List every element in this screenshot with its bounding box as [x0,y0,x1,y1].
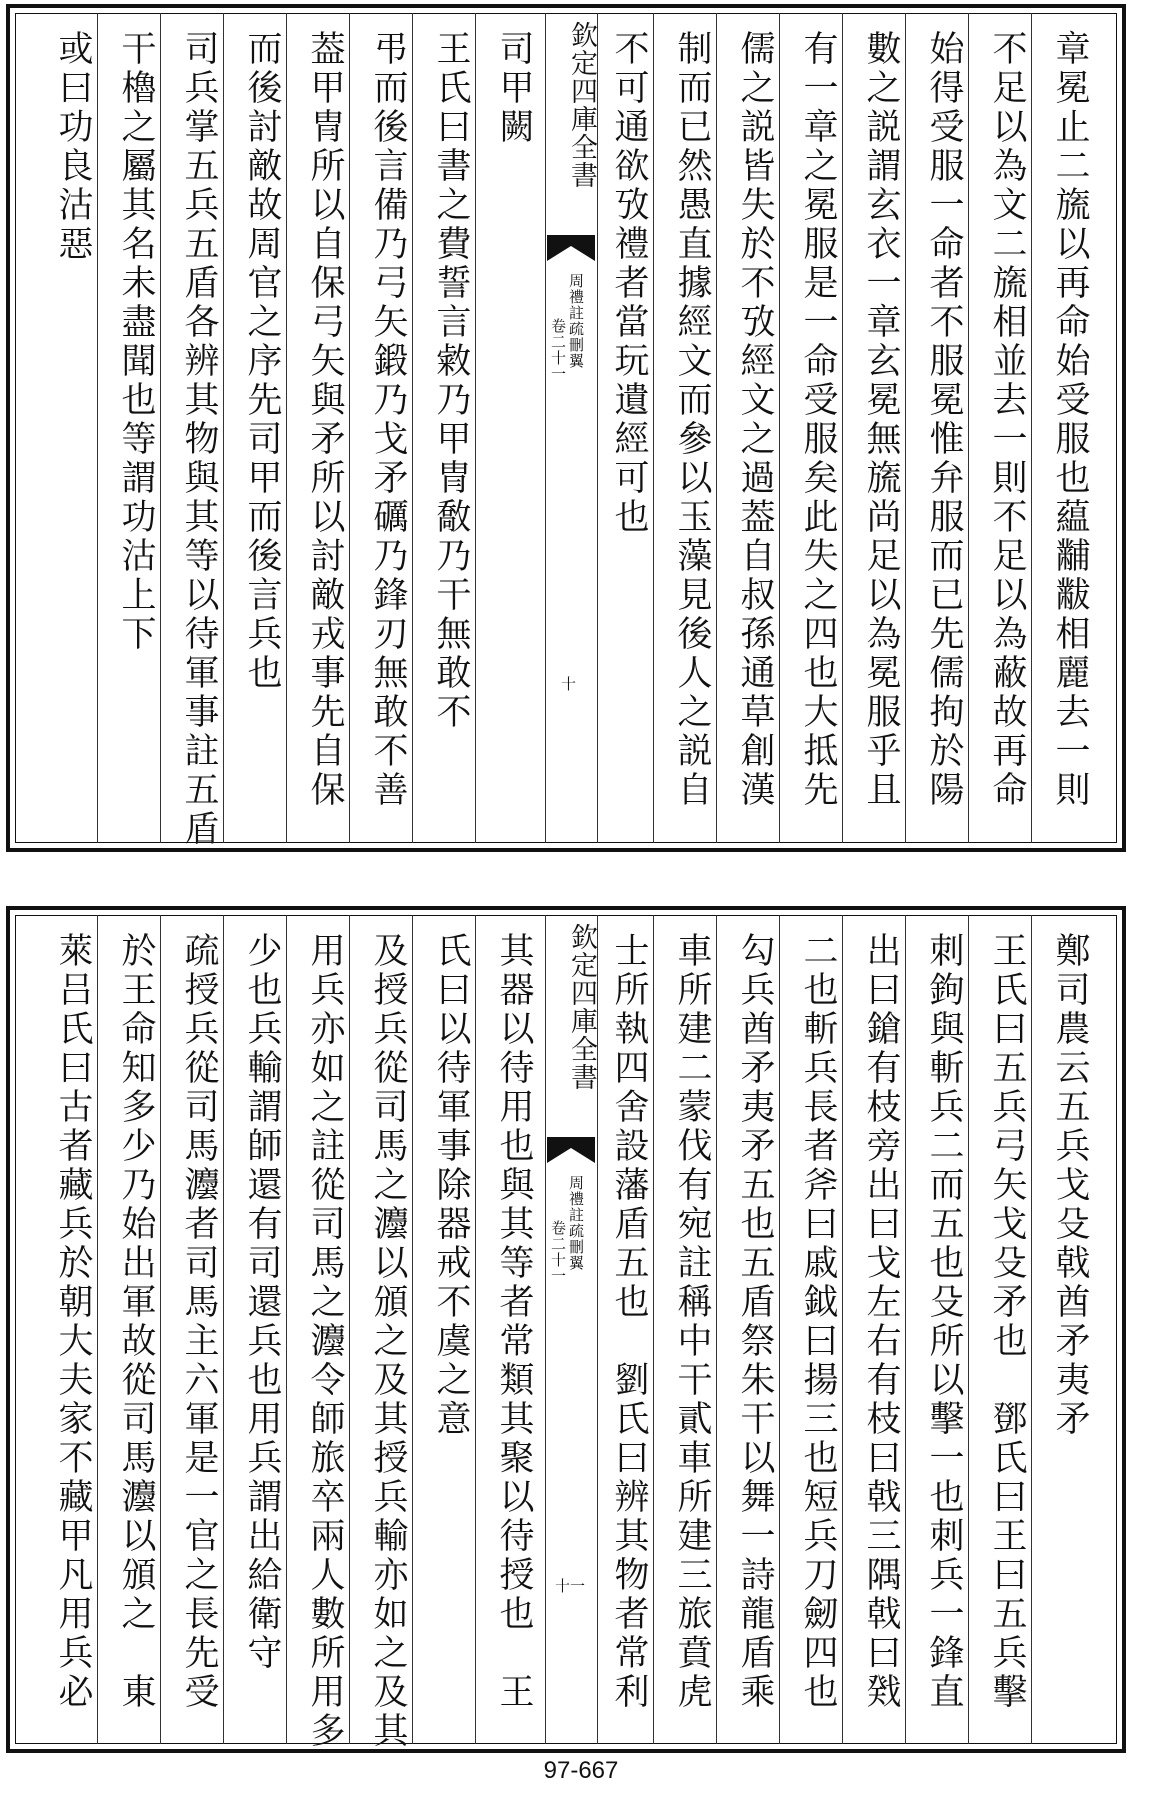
column-rule [286,13,287,843]
text-column: 王氏曰五兵弓矢戈殳矛也 鄧氏曰王曰五兵擊 [987,932,1027,1712]
book-title: 欽定四庫全書 [566,923,597,1091]
text-column: 少也兵輸謂師還有司還兵也用兵謂出給衛守 [242,932,282,1673]
text-column: 制而已然愚直據經文而參以玉藻見後人之説自 [672,30,712,810]
center-rule-left [597,13,598,843]
chapter-title: 周禮註疏刪翼 [567,273,585,369]
fishtail-mark-icon [547,235,595,261]
column-rule [842,915,843,1744]
column-rule [160,13,161,843]
text-column: 勾兵酋矛夷矛五也五盾祭朱干以舞一詩龍盾乘 [735,932,775,1712]
column-rule [223,915,224,1744]
column-rule [653,915,654,1744]
text-column: 於王命知多少乃始出軍故從司馬灋以頒之 東 [116,932,156,1712]
column-rule [349,915,350,1744]
top-page [6,4,1126,852]
text-column: 士所執四舍設藩盾五也 劉氏曰辨其物者常利 [609,932,649,1712]
text-column: 鄭司農云五兵戈殳戟酋矛夷矛 [1050,932,1090,1439]
column-rule [97,13,98,843]
folio-number: 十一 [555,1577,586,1595]
text-column: 不可通欲攷禮者當玩遺經可也 [609,30,649,537]
volume-label: 卷二十一 [549,318,567,382]
text-column: 弔而後言備乃弓矢鍛乃戈矛礪乃鋒刃無敢不善 [368,30,408,810]
column-rule [475,13,476,843]
text-column: 王氏曰書之費誓言敹乃甲冑敿乃干無敢不 [431,30,471,732]
page-number: 97-667 [543,1757,619,1784]
text-column: 及授兵從司馬之灋以頒之及其授兵輸亦如之及其 [368,932,408,1751]
text-column: 用兵亦如之註從司馬之灋令師旅卒兩人數所用多 [305,932,345,1751]
text-column: 司兵掌五兵五盾各辨其物與其等以待軍事註五盾 [179,30,219,849]
column-rule [779,915,780,1744]
column-rule [905,13,906,843]
center-rule-left [597,915,598,1744]
column-rule [1031,13,1032,843]
center-fold [545,915,597,1744]
volume-label: 卷二十一 [549,1220,567,1284]
column-rule [475,915,476,1744]
column-rule [160,915,161,1744]
center-fold [545,13,597,843]
fishtail-mark-icon [547,1137,595,1163]
text-column: 司甲闕 [494,30,534,147]
text-column: 疏授兵從司馬灋者司馬主六軍是一官之長先受 [179,932,219,1712]
column-rule [1031,915,1032,1744]
text-column: 不足以為文二旒相並去一則不足以為蔽故再命 [987,30,1027,810]
text-column: 二也斬兵長者斧曰戚鉞曰揚三也短兵刀劒四也 [798,932,838,1712]
column-rule [779,13,780,843]
text-column: 章冕止二旒以再命始受服也藴黼黻相麗去一則 [1050,30,1090,810]
column-rule [286,915,287,1744]
column-rule [842,13,843,843]
text-column: 車所建二蒙伐有宛註稱中干貳車所建三旅賁虎 [672,932,712,1712]
column-rule [905,915,906,1744]
text-column: 干櫓之屬其名未盡聞也等謂功沽上下 [116,30,156,654]
center-rule-right [545,915,546,1744]
text-column: 刺鉤與斬兵二而五也殳所以擊一也刺兵一鋒直 [924,932,964,1712]
column-rule [968,915,969,1744]
column-rule [412,915,413,1744]
column-rule [223,13,224,843]
text-column: 始得受服一命者不服冕惟弁服而已先儒拘於陽 [924,30,964,810]
text-column: 或曰功良沽惡 [53,30,93,264]
column-rule [412,13,413,843]
text-column: 葢甲冑所以自保弓矢與矛所以討敵戎事先自保 [305,30,345,810]
chapter-title: 周禮註疏刪翼 [567,1175,585,1271]
text-column: 數之説謂玄衣一章玄冕無旒尚足以為冕服乎且 [861,30,901,810]
text-column: 其器以待用也與其等者常類其聚以待授也 王 [494,932,534,1712]
text-column: 而後討敵故周官之序先司甲而後言兵也 [242,30,282,693]
folio-number: 十 [561,675,577,693]
text-column: 有一章之冕服是一命受服矣此失之四也大抵先 [798,30,838,810]
column-rule [653,13,654,843]
text-column: 出曰鎗有枝旁出曰戈左右有枝曰戟三隅戟曰戣 [861,932,901,1712]
column-rule [716,13,717,843]
center-rule-right [545,13,546,843]
text-column: 氏曰以待軍事除器戒不虞之意 [431,932,471,1439]
column-rule [349,13,350,843]
column-rule [968,13,969,843]
book-title: 欽定四庫全書 [566,21,597,189]
text-column: 儒之説皆失於不攷經文之過葢自叔孫通草創漢 [735,30,775,810]
bottom-page [6,906,1126,1753]
column-rule [716,915,717,1744]
text-column: 萊吕氏曰古者藏兵於朝大夫家不藏甲凡用兵必 [53,932,93,1712]
column-rule [97,915,98,1744]
